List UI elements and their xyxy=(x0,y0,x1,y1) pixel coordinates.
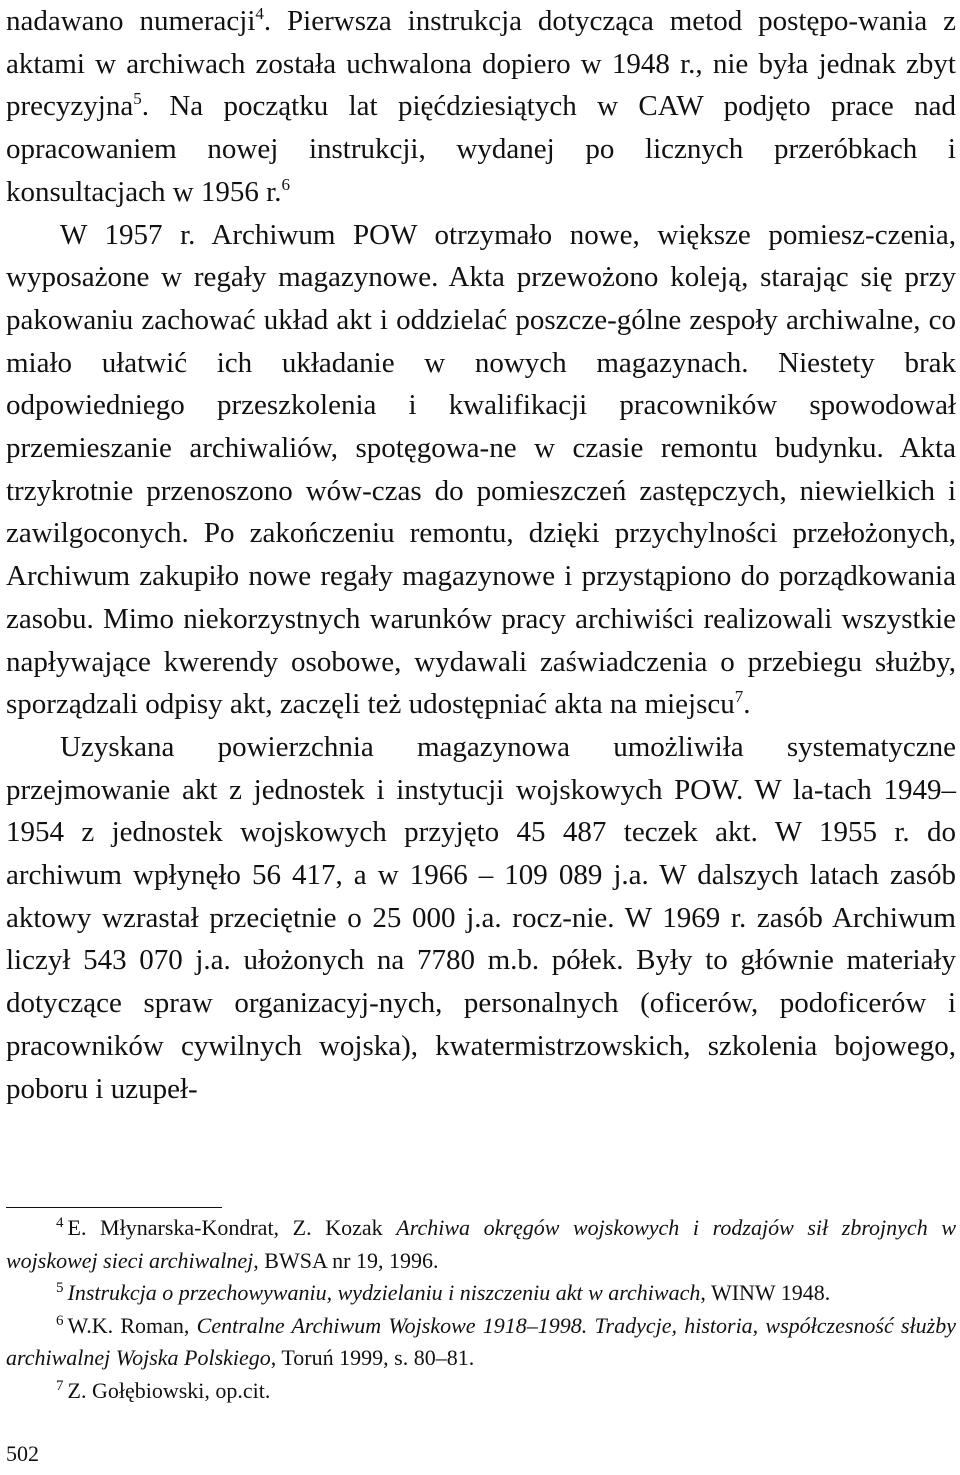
footnote-ref-5[interactable]: 5 xyxy=(133,89,142,109)
footnote-source: , BWSA nr 19, 1996. xyxy=(253,1247,439,1273)
footnote-number: 7 xyxy=(56,1377,64,1394)
footnote-source: , WINW 1948. xyxy=(700,1280,831,1305)
footnote-title: Centralne Archiwum Wojskowe 1918–1998. Tradycje, historia, współczesność służby archiwalnej Wojska Polskiego xyxy=(6,1312,956,1370)
footnote-7 xyxy=(6,1375,956,1408)
footnote-title: Archiwa okręgów wojskowych i rodzajów sił zbrojnych w wojskowej sieci archiwalnej xyxy=(6,1215,956,1273)
footnote-ref-4[interactable]: 4 xyxy=(255,4,264,23)
paragraph-text: nadawano numeracji xyxy=(6,5,256,37)
footnote-separator xyxy=(6,1207,222,1208)
paragraph-3 xyxy=(6,726,956,1110)
footnote-title: Instrukcja o przechowywaniu, wydzielaniu i niszczeniu akt w archiwach xyxy=(67,1280,701,1305)
footnote-number: 4 xyxy=(56,1215,64,1231)
footnote-ref-7[interactable]: 7 xyxy=(734,687,744,707)
footnote-source: , Toruń 1999, s. 80–81. xyxy=(270,1345,475,1370)
footnote-4 xyxy=(6,1212,956,1277)
paragraph-1 xyxy=(6,0,956,214)
page-number: 502 xyxy=(6,1441,39,1466)
paragraph-text: . Pierwsza instrukcja dotycząca metod postępo-wania z aktami w archiwach została uchwalona dopiero w 1948 r., nie była jednak zbyt precyzyjna xyxy=(6,5,956,123)
footnote-author: E. Młynarska-Kondrat, Z. Kozak xyxy=(67,1215,397,1240)
footnote-ref-6[interactable]: 6 xyxy=(281,174,290,194)
footnote-number: 6 xyxy=(56,1312,64,1329)
footnote-5 xyxy=(6,1277,956,1310)
paragraph-text: W 1957 r. Archiwum POW otrzymało nowe, większe pomiesz-czenia, wyposażone w regały magazynowe. Akta przewożono koleją, starając się przy pakowaniu zachować układ akt i oddzielać poszcze-gólne zespoły archiwalne, co miało ułatwić ich układanie w nowych magazynach. Niestety brak odpowiedniego przeszkolenia i kwalifikacji pracowników spowodował przemieszanie archiwaliów, spotęgowa-ne w czasie remontu budynku. Akta trzykrotnie przenoszono wów-czas do pomieszczeń zastępczych, niewielkich i zawilgoconych. Po zakończeniu remontu, dzięki przychylności przełożonych, Archiwum zakupiło nowe regały magazynowe i przystąpiono do porządkowania zasobu. Mimo niekorzystnych warunków pracy archiwiści realizowali wszystkie napływające kwerendy osobowe, wydawali zaświadczenia o przebiegu służby, sporządzali odpisy akt, zaczęli też udostępniać akta na miejscu xyxy=(6,218,956,721)
paragraph-2 xyxy=(6,214,956,726)
paragraph-text: Uzyskana powierzchnia magazynowa umożliwiła systematyczne przejmowanie akt z jednostek i instytucji wojskowych POW. W la-tach 1949–1954 z jednostek wojskowych przyjęto 45 487 teczek akt. W 1955 r. do archiwum wpłynęło 56 417, a w 1966 – 109 089 j.a. W dalszych latach zasób aktowy wzrastał przeciętnie o 25 000 j.a. rocz-nie. W 1969 r. zasób Archiwum liczył 543 070 j.a. ułożonych na 7780 m.b. półek. Były to głównie materiały dotyczące spraw organizacyj-nych, personalnych (oficerów, podoficerów i pracowników cywilnych wojska), kwatermistrzowskich, szkolenia bojowego, poboru i uzupeł- xyxy=(6,730,956,1105)
page-body xyxy=(6,0,956,1110)
footnote-6 xyxy=(6,1310,956,1375)
paragraph-text: . Na początku lat pięćdziesiątych w CAW podjęto prace nad opracowaniem nowej instrukcji, wydanej po licznych przeróbkach i konsultacjach w 1956 r. xyxy=(6,90,956,208)
footnote-author: W.K. Roman, xyxy=(67,1312,197,1338)
footnote-number: 5 xyxy=(56,1280,64,1296)
footnotes xyxy=(6,1212,956,1407)
paragraph-text: . xyxy=(743,688,751,721)
footnote-author: Z. Gołębiowski, op.cit. xyxy=(67,1377,271,1403)
